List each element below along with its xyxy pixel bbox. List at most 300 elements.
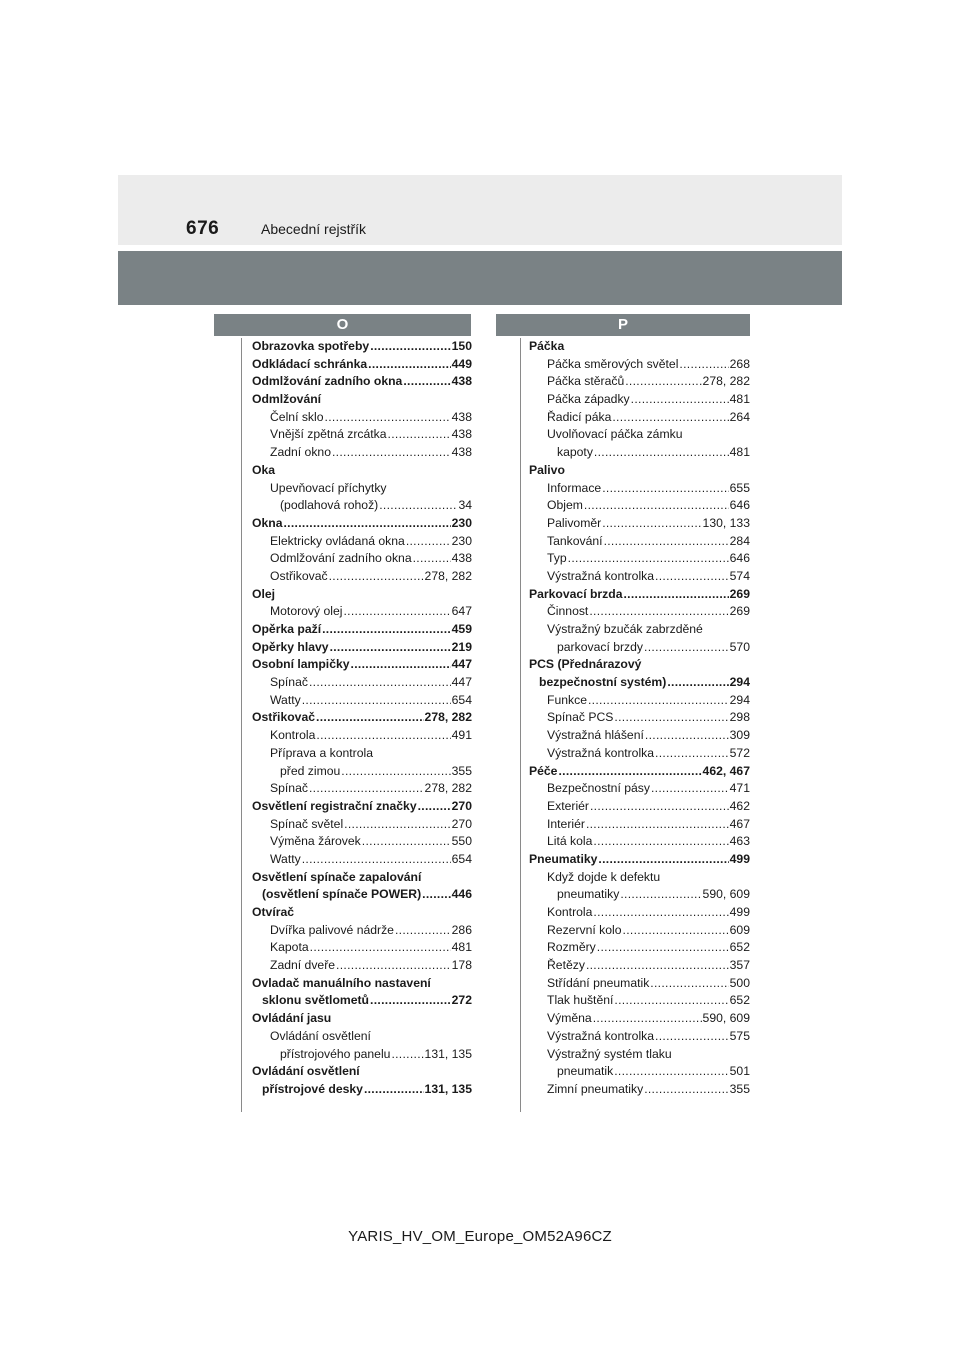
index-entry-page[interactable]: 447	[451, 657, 472, 672]
index-entry-page[interactable]: 459	[451, 622, 472, 636]
index-entry	[252, 339, 472, 357]
dot-leader	[568, 551, 729, 565]
index-entry-page[interactable]: 278, 282	[702, 374, 750, 389]
dot-leader	[283, 516, 450, 530]
dot-leader	[586, 817, 729, 831]
index-entry-label: Palivo	[529, 462, 565, 477]
index-entry	[529, 392, 750, 410]
index-entry	[252, 569, 472, 587]
dot-leader	[631, 392, 729, 406]
index-entry-page[interactable]: 230	[451, 515, 472, 530]
index-entry	[529, 498, 750, 516]
index-entry	[529, 958, 750, 976]
index-entry-label: Watty	[270, 692, 301, 707]
index-entry-label: Výměna	[547, 1011, 592, 1026]
index-entry-label: Elektricky ovládaná okna	[270, 533, 405, 548]
index-entry-label: Páčka	[529, 339, 565, 353]
index-entry-page[interactable]: 355	[451, 763, 472, 778]
index-entry-label: Objem	[547, 498, 583, 513]
index-entry-label: Exteriér	[547, 798, 589, 813]
index-entry	[529, 923, 750, 941]
letter-heading-o: O	[214, 314, 471, 336]
dot-leader	[614, 993, 728, 1007]
index-entry	[252, 551, 472, 569]
index-entry-page[interactable]: 269	[729, 604, 750, 619]
dot-leader	[584, 498, 729, 512]
dot-leader	[655, 1029, 729, 1043]
index-entry-label: Typ	[547, 551, 567, 566]
index-entry-label: Výstražný systém tlaku	[547, 1046, 672, 1061]
index-entry-page[interactable]: 438	[451, 551, 472, 566]
dot-leader	[612, 410, 728, 424]
index-entry	[529, 534, 750, 552]
index-entry	[252, 357, 472, 375]
dot-leader	[370, 339, 450, 353]
dot-leader	[597, 940, 729, 954]
index-entry-page[interactable]: 570	[729, 639, 750, 654]
index-entry-label: Watty	[270, 851, 301, 866]
dot-leader	[598, 852, 728, 866]
index-entry-label: Řadicí páka	[547, 409, 612, 424]
index-entry	[529, 817, 750, 835]
index-entry-label: Pneumatiky	[529, 851, 598, 866]
index-entry-label: Střídání pneumatik	[547, 975, 650, 990]
index-entry	[529, 940, 750, 958]
index-entry	[252, 940, 472, 958]
index-entry-label: pneumatik	[557, 1064, 614, 1079]
dot-leader	[413, 551, 451, 565]
index-entry-label: Příprava a kontrola	[270, 745, 373, 760]
index-entry-label: Odmlžování	[252, 392, 322, 407]
index-entry-page[interactable]: 654	[451, 692, 472, 707]
index-entry	[252, 657, 472, 675]
index-entry	[252, 852, 472, 870]
index-entry-label: Opěrka paží	[252, 622, 322, 636]
index-entry	[529, 870, 750, 888]
index-entry-label: Když dojde k defektu	[547, 869, 661, 884]
index-entry	[252, 481, 472, 499]
index-entry	[529, 410, 750, 428]
index-entry	[529, 481, 750, 499]
index-entry-label: Spínač	[270, 675, 308, 690]
index-entry-label: Čelní sklo	[270, 409, 324, 424]
index-entry	[529, 799, 750, 817]
index-entry-label: Osvětlení spínače zapalování	[252, 869, 422, 884]
index-entry-label: Ostřikovač	[252, 710, 316, 725]
index-entry	[252, 710, 472, 728]
dot-leader	[316, 728, 450, 742]
index-entry-page[interactable]: 272	[451, 993, 472, 1008]
index-entry	[252, 410, 472, 428]
index-entry-page[interactable]: 294	[729, 692, 750, 707]
index-entry-label: Dvířka palivové nádrže	[270, 922, 394, 937]
index-entry-label: Litá kola	[547, 834, 593, 849]
index-entry-page[interactable]: 467	[729, 816, 750, 831]
index-entry-page[interactable]: 130, 133	[702, 515, 750, 530]
index-entry-page[interactable]: 481	[451, 940, 472, 955]
index-entry-label: Výstražná kontrolka	[547, 568, 655, 583]
index-entry	[252, 374, 472, 392]
index-entry-label: Parkovací brzda	[529, 586, 623, 601]
index-entry-page[interactable]: 438	[451, 409, 472, 424]
index-entry	[529, 374, 750, 392]
dot-leader	[650, 976, 728, 990]
index-entry	[529, 976, 750, 994]
dot-leader	[645, 728, 729, 742]
index-entry-label: Řetězy	[547, 958, 585, 973]
index-entry	[252, 640, 472, 658]
index-entry	[529, 657, 750, 675]
index-entry-label: Odmlžování zadního okna	[252, 374, 403, 389]
index-entry-label: Upevňovací příchytky	[270, 480, 387, 495]
dot-leader	[602, 516, 701, 530]
index-entry-label: parkovací brzdy	[557, 639, 644, 654]
index-entry-label: Ovládání osvětlení	[270, 1028, 371, 1043]
index-entry-label: pneumatiky	[557, 887, 620, 902]
index-entry-page[interactable]: 463	[729, 834, 750, 849]
index-entry-page[interactable]: 572	[729, 745, 750, 760]
index-entry-label: Výstražná hlášení	[547, 728, 644, 743]
index-entry-page[interactable]: 278, 282	[424, 568, 472, 583]
index-entry-label: před zimou	[280, 763, 341, 778]
index-entry	[252, 516, 472, 534]
index-entry-label: kapoty	[557, 445, 593, 460]
index-entry-page[interactable]: 438	[451, 427, 472, 442]
index-entry-page[interactable]: 574	[729, 568, 750, 583]
index-entry	[529, 1064, 750, 1082]
dot-leader	[418, 799, 451, 813]
dot-leader	[316, 710, 424, 724]
index-entry	[252, 728, 472, 746]
dot-leader	[558, 764, 701, 778]
dot-leader	[310, 940, 451, 954]
index-entry-page[interactable]: 462	[729, 798, 750, 813]
dot-leader	[362, 834, 451, 848]
dot-leader	[667, 675, 728, 689]
index-entry	[252, 799, 472, 817]
index-entry-page[interactable]: 462, 467	[702, 763, 750, 778]
column-rule-p	[520, 338, 521, 1112]
index-entry-label: Motorový olej	[270, 604, 343, 619]
index-entry-label: Informace	[547, 480, 602, 495]
index-entry	[252, 1029, 472, 1047]
index-entry	[252, 1064, 472, 1082]
dot-leader	[644, 1082, 728, 1096]
index-entry-label: PCS (Přednárazový	[529, 657, 642, 672]
index-entry-page[interactable]: 491	[451, 728, 472, 743]
index-entry-label: Opěrky hlavy	[252, 639, 329, 654]
index-entry-label: sklonu světlometů	[262, 993, 370, 1008]
index-entry-page[interactable]: 481	[729, 392, 750, 407]
header-dark-band	[118, 251, 842, 305]
dot-leader	[594, 445, 729, 459]
index-entry	[252, 604, 472, 622]
index-entry-page[interactable]: 499	[729, 851, 750, 866]
index-entry-page[interactable]: 355	[729, 1081, 750, 1096]
index-entry-label: Ovládání jasu	[252, 1011, 332, 1026]
index-entry	[252, 887, 472, 905]
index-entry	[529, 587, 750, 605]
index-entry-label: Spínač světel	[270, 816, 344, 831]
index-entry-label: Výměna žárovek	[270, 834, 361, 849]
index-entry-label: Kontrola	[270, 728, 316, 743]
dot-leader	[388, 427, 451, 441]
index-entry-label: přístrojové desky	[262, 1081, 363, 1096]
index-entry-page[interactable]: 278, 282	[424, 710, 472, 725]
index-entry-label: Výstražná kontrolka	[547, 745, 655, 760]
index-entry-label: Odkládací schránka	[252, 356, 368, 371]
index-entry-label: Odmlžování zadního okna	[270, 551, 412, 566]
dot-leader	[590, 799, 729, 813]
index-entry-page[interactable]: 652	[729, 993, 750, 1008]
index-entry-page[interactable]: 646	[729, 498, 750, 513]
index-entry-label: Zadní okno	[270, 445, 331, 460]
dot-leader	[343, 604, 450, 618]
dot-leader	[623, 587, 728, 601]
index-entry	[252, 1047, 472, 1065]
index-entry-page[interactable]: 278, 282	[424, 781, 472, 796]
section-title: Abecední rejstřík	[261, 221, 367, 237]
index-entry-label: Páčka západky	[547, 392, 630, 407]
index-entry-page[interactable]: 654	[451, 851, 472, 866]
index-entry	[529, 357, 750, 375]
index-entry-page[interactable]: 269	[729, 586, 750, 601]
index-entry-label: Zadní dveře	[270, 958, 336, 973]
dot-leader	[344, 817, 450, 831]
index-entry-page[interactable]: 446	[451, 887, 472, 902]
index-entry-label: Zimní pneumatiky	[547, 1081, 644, 1096]
dot-leader	[368, 357, 450, 371]
index-entry	[252, 746, 472, 764]
index-entry	[529, 445, 750, 463]
dot-leader	[604, 534, 729, 548]
dot-leader	[370, 993, 451, 1007]
dot-leader	[336, 958, 451, 972]
index-entry	[529, 1047, 750, 1065]
index-entry-page[interactable]: 590, 609	[702, 1011, 750, 1026]
index-entry	[252, 764, 472, 782]
index-entry-label: Interiér	[547, 816, 585, 831]
dot-leader	[651, 781, 729, 795]
index-entry	[529, 693, 750, 711]
index-entry	[529, 427, 750, 445]
dot-leader	[406, 534, 451, 548]
index-entry-page[interactable]: 646	[729, 551, 750, 566]
dot-leader	[309, 675, 451, 689]
index-entry-label: Vnější zpětná zrcátka	[270, 427, 387, 442]
index-entry-label: Výstražný bzučák zabrzděné	[547, 622, 703, 636]
index-entry-page[interactable]: 294	[729, 675, 750, 690]
dot-leader	[351, 657, 451, 671]
index-entry-label: Rezervní kolo	[547, 922, 622, 937]
dot-leader	[593, 834, 728, 848]
dot-leader	[325, 410, 451, 424]
index-entry-page[interactable]: 298	[729, 710, 750, 725]
dot-leader	[620, 887, 701, 901]
index-entry-label: bezpečnostní systém)	[539, 675, 667, 690]
dot-leader	[329, 569, 424, 583]
index-entry	[529, 781, 750, 799]
index-entry-label: Rozměry	[547, 940, 596, 955]
dot-leader	[589, 604, 728, 618]
index-entry-page[interactable]: 438	[451, 445, 472, 460]
column-rule-o	[241, 338, 242, 1112]
index-entry-page[interactable]: 438	[451, 374, 472, 389]
dot-leader	[602, 481, 728, 495]
index-entry-page[interactable]: 131, 135	[424, 1046, 472, 1061]
index-entry	[529, 834, 750, 852]
index-entry-page[interactable]: 284	[729, 533, 750, 548]
index-entry	[529, 1029, 750, 1047]
index-entry	[252, 587, 472, 605]
index-entry	[252, 1011, 472, 1029]
index-entry-page[interactable]: 575	[729, 1028, 750, 1043]
dot-leader	[309, 781, 424, 795]
index-entry	[252, 675, 472, 693]
index-entry-page[interactable]: 270	[451, 798, 472, 813]
index-entry	[252, 534, 472, 552]
index-entry-label: Páčka stěračů	[547, 374, 625, 389]
index-entry-label: Spínač	[270, 781, 308, 796]
index-entry	[252, 905, 472, 923]
index-entry-label: Tlak huštění	[547, 993, 614, 1008]
index-entry-label: Ovladač manuálního nastavení	[252, 975, 431, 990]
index-entry-label: Výstražná kontrolka	[547, 1028, 655, 1043]
dot-leader	[655, 569, 729, 583]
index-entry-page[interactable]: 655	[729, 480, 750, 495]
dot-leader	[679, 357, 728, 371]
index-entry-label: Tankování	[547, 533, 603, 548]
index-entry	[529, 339, 750, 357]
dot-leader	[302, 852, 451, 866]
index-entry-label: Otvírač	[252, 905, 295, 919]
index-entry-page[interactable]: 268	[729, 356, 750, 371]
index-entry-page[interactable]: 150	[451, 339, 472, 353]
header-band	[118, 175, 842, 245]
index-entry	[529, 852, 750, 870]
index-entry	[252, 463, 472, 481]
index-entry-page[interactable]: 219	[451, 639, 472, 654]
index-entry-page[interactable]: 447	[451, 675, 472, 690]
index-entry-label: Péče	[529, 763, 558, 778]
dot-leader	[330, 640, 451, 654]
index-entry-label: Kapota	[270, 940, 309, 955]
index-entry-label: Ovládání osvětlení	[252, 1064, 360, 1079]
index-entry-page[interactable]: 230	[451, 533, 472, 548]
dot-leader	[302, 693, 451, 707]
index-entry	[529, 640, 750, 658]
index-entry-page[interactable]: 590, 609	[702, 887, 750, 902]
index-entry	[252, 498, 472, 516]
index-entry-page[interactable]: 500	[729, 975, 750, 990]
index-entry	[529, 463, 750, 481]
index-entry-label: Páčka směrových světel	[547, 356, 679, 371]
index-entry-page[interactable]: 270	[451, 816, 472, 831]
dot-leader	[593, 1011, 702, 1025]
dot-leader	[332, 445, 451, 459]
index-entry	[252, 958, 472, 976]
dot-leader	[322, 622, 451, 636]
index-entry	[252, 392, 472, 410]
index-entry	[529, 551, 750, 569]
index-entry-page[interactable]: 471	[729, 781, 750, 796]
index-entry-label: Bezpečnostní pásy	[547, 781, 650, 796]
index-entry-page[interactable]: 309	[729, 728, 750, 743]
index-entry-label: Osvětlení registrační značky	[252, 798, 417, 813]
dot-leader	[586, 958, 729, 972]
index-entry-page[interactable]: 131, 135	[424, 1081, 472, 1096]
index-entry	[529, 1011, 750, 1029]
index-entry-page[interactable]: 550	[451, 834, 472, 849]
index-entry-page[interactable]: 652	[729, 940, 750, 955]
index-entry	[252, 834, 472, 852]
index-entry-label: (podlahová rohož)	[280, 498, 379, 513]
index-entry-page[interactable]: 264	[729, 409, 750, 424]
index-entry-label: Olej	[252, 586, 276, 601]
dot-leader	[593, 905, 728, 919]
index-entry-page[interactable]: 178	[451, 958, 472, 973]
index-entry	[529, 1082, 750, 1100]
index-entry-label: přístrojového panelu	[280, 1046, 391, 1061]
index-entry-label: Obrazovka spotřeby	[252, 339, 370, 353]
dot-leader	[364, 1082, 424, 1096]
index-entry-page[interactable]: 481	[729, 445, 750, 460]
index-entry	[529, 746, 750, 764]
index-entry	[252, 976, 472, 994]
index-entry	[252, 1082, 472, 1100]
index-entry-page[interactable]: 647	[451, 604, 472, 619]
index-entry-label: (osvětlení spínače POWER)	[262, 887, 422, 902]
index-entry	[529, 993, 750, 1011]
index-entry-label: Okna	[252, 515, 283, 530]
index-entry	[529, 604, 750, 622]
dot-leader	[588, 693, 729, 707]
dot-leader	[655, 746, 729, 760]
index-entry-label: Uvolňovací páčka zámku	[547, 427, 683, 442]
index-entry	[529, 887, 750, 905]
index-entry-page[interactable]: 499	[729, 905, 750, 919]
index-entry	[252, 993, 472, 1011]
index-entry	[252, 427, 472, 445]
dot-leader	[403, 374, 450, 388]
index-entry	[252, 923, 472, 941]
index-entry-label: Osobní lampičky	[252, 657, 350, 672]
index-entry-page[interactable]: 357	[729, 958, 750, 973]
index-entry-page[interactable]: 609	[729, 922, 750, 937]
index-entry	[529, 905, 750, 923]
index-entry-label: Činnost	[547, 604, 589, 619]
index-entry-page[interactable]: 501	[729, 1064, 750, 1079]
index-entry-label: Kontrola	[547, 905, 593, 919]
dot-leader	[644, 640, 729, 654]
index-entry-label: Palivoměr	[547, 515, 602, 530]
index-entry-page[interactable]: 34	[458, 498, 472, 513]
index-entry-page[interactable]: 449	[451, 356, 472, 371]
index-entry	[252, 817, 472, 835]
index-entry	[529, 710, 750, 728]
index-entry	[529, 675, 750, 693]
index-entry	[252, 870, 472, 888]
index-entry	[252, 781, 472, 799]
index-entry-label: Ostřikovač	[270, 568, 328, 583]
index-entry-label: Spínač PCS	[547, 710, 614, 725]
index-entry	[529, 622, 750, 640]
index-entry	[529, 764, 750, 782]
index-entry	[252, 693, 472, 711]
dot-leader	[379, 498, 457, 512]
index-entry-page[interactable]: 286	[451, 922, 472, 937]
index-entry-label: Funkce	[547, 692, 587, 707]
